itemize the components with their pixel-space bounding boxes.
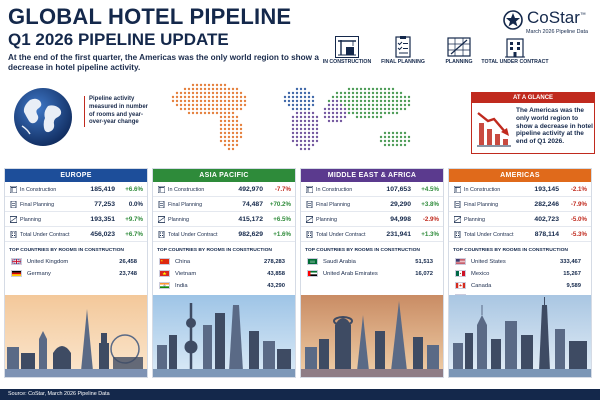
metric-row [449, 212, 591, 227]
metric-value: 402,723 [534, 215, 559, 223]
country-value: 9,589 [566, 282, 581, 289]
activity-note: Pipeline activity measured in number of rooms and year-over-year change [84, 96, 154, 127]
country-name: Germany [27, 270, 51, 277]
metric-value: 456,023 [90, 230, 115, 238]
country-value: 15,267 [563, 270, 581, 277]
blueprint-icon [306, 216, 313, 223]
building-icon [158, 231, 165, 238]
china-flag-icon [159, 258, 170, 265]
country-row [305, 268, 439, 280]
crane-icon [158, 186, 165, 193]
canada-flag-icon [455, 282, 466, 289]
blueprint-icon [454, 216, 461, 223]
top-countries-heading: TOP COUNTRIES BY ROOMS IN CONSTRUCTION [9, 248, 124, 253]
country-value: 43,858 [267, 270, 285, 277]
checklist-icon [391, 36, 415, 58]
region-heading: ASIA PACIFIC [153, 169, 295, 182]
at-a-glance-text: The Americas was the only world region to show a decrease in hotel pipeline activity at the end of Q1 2026. [516, 107, 593, 146]
metric-change: +6.7% [125, 230, 143, 238]
country-name: China [175, 258, 191, 265]
country-row [157, 268, 291, 280]
metric-value: 982,629 [238, 230, 263, 238]
country-value: 43,290 [267, 282, 285, 289]
country-value: 278,283 [264, 258, 285, 265]
metric-change: +1.3% [421, 230, 439, 238]
checklist-icon [306, 201, 313, 208]
country-name: United States [471, 258, 506, 265]
crane-icon [306, 186, 313, 193]
mexico-flag-icon [455, 270, 466, 277]
metric-label: Planning [168, 216, 189, 223]
metric-change: +9.7% [125, 215, 143, 223]
country-row [453, 280, 587, 292]
country-row [9, 256, 143, 268]
country-row [453, 256, 587, 268]
metric-value: 193,351 [90, 215, 115, 223]
building-icon [10, 231, 17, 238]
metric-value: 107,653 [386, 185, 411, 193]
logo-caption: March 2026 Pipeline Data [526, 29, 589, 35]
checklist-icon [10, 201, 17, 208]
building-icon [454, 231, 461, 238]
metric-row [5, 182, 147, 197]
metric-label: Final Planning [20, 201, 55, 208]
metric-change: +6.5% [273, 215, 291, 223]
top-countries-heading: TOP COUNTRIES BY ROOMS IN CONSTRUCTION [453, 248, 568, 253]
region-heading: EUROPE [5, 169, 147, 182]
region-card-asia-pacific [152, 168, 296, 378]
country-value: 23,748 [119, 270, 137, 277]
crane-icon [335, 36, 359, 58]
metric-change: +6.6% [125, 185, 143, 193]
vietnam-flag-icon [159, 270, 170, 277]
metric-label: Total Under Contract [464, 231, 514, 238]
metric-change: +3.8% [421, 200, 439, 208]
at-a-glance-box [471, 92, 595, 154]
metric-value: 282,246 [534, 200, 559, 208]
city-skyline-illustration [301, 295, 443, 377]
country-row [157, 280, 291, 292]
metric-row [301, 212, 443, 227]
metric-label: In Construction [20, 186, 57, 193]
stage-label: FINAL PLANNING [381, 59, 425, 65]
usa-flag-icon [455, 258, 466, 265]
footer-bar [0, 389, 600, 400]
country-row [453, 268, 587, 280]
metric-value: 74,487 [242, 200, 263, 208]
stage-total-under-contract [480, 36, 550, 66]
top-countries-heading: TOP COUNTRIES BY ROOMS IN CONSTRUCTION [157, 248, 272, 253]
metric-row [5, 227, 147, 242]
metric-label: Planning [20, 216, 41, 223]
metric-row [153, 212, 295, 227]
page-title: GLOBAL HOTEL PIPELINE [8, 4, 292, 29]
metric-label: Final Planning [316, 201, 351, 208]
metric-value: 193,145 [534, 185, 559, 193]
world-dot-map [150, 78, 470, 162]
uk-flag-icon [11, 258, 22, 265]
metric-label: Total Under Contract [20, 231, 70, 238]
metric-label: Planning [464, 216, 485, 223]
metric-row [449, 182, 591, 197]
metric-label: In Construction [316, 186, 353, 193]
country-value: 26,458 [119, 258, 137, 265]
city-skyline-illustration [153, 295, 295, 377]
country-row [9, 268, 143, 280]
city-skyline-illustration [449, 295, 591, 377]
metric-change: -2.1% [570, 185, 587, 193]
intro-text: At the end of the first quarter, the Americas was the only world region to show a decrease in hotel pipeline activity. [8, 53, 319, 73]
pipeline-stage-legend [312, 36, 600, 82]
metric-change: +70.2% [269, 200, 291, 208]
country-value: 51,513 [415, 258, 433, 265]
top-countries-heading: TOP COUNTRIES BY ROOMS IN CONSTRUCTION [305, 248, 420, 253]
saudi-arabia-flag-icon [307, 258, 318, 265]
country-name: India [175, 282, 188, 289]
costar-star-icon [503, 10, 523, 30]
metric-row [301, 227, 443, 242]
stage-label: PLANNING [445, 59, 473, 65]
globe-icon [12, 86, 74, 148]
country-row [157, 256, 291, 268]
source-note: Source: CoStar, March 2026 Pipeline Data [8, 391, 110, 397]
checklist-icon [454, 201, 461, 208]
country-name: Saudi Arabia [323, 258, 356, 265]
country-name: United Arab Emirates [323, 270, 378, 277]
metric-change: -7.9% [570, 200, 587, 208]
metric-value: 94,998 [390, 215, 411, 223]
country-row [305, 256, 439, 268]
country-name: Vietnam [175, 270, 197, 277]
metric-label: Total Under Contract [316, 231, 366, 238]
india-flag-icon [159, 282, 170, 289]
country-value: 16,072 [415, 270, 433, 277]
costar-logo [503, 8, 595, 38]
declining-chart-icon [476, 109, 512, 149]
country-name: Mexico [471, 270, 490, 277]
metric-value: 878,114 [534, 230, 559, 238]
page-subtitle: Q1 2026 PIPELINE UPDATE [8, 30, 229, 49]
region-card-europe [4, 168, 148, 378]
metric-value: 492,970 [238, 185, 263, 193]
metric-row [449, 227, 591, 242]
metric-value: 231,941 [386, 230, 411, 238]
metric-change: +4.5% [421, 185, 439, 193]
metric-row [153, 227, 295, 242]
crane-icon [10, 186, 17, 193]
metric-change: -5.3% [570, 230, 587, 238]
metric-row [153, 182, 295, 197]
region-heading: MIDDLE EAST & AFRICA [301, 169, 443, 182]
building-icon [306, 231, 313, 238]
checklist-icon [158, 201, 165, 208]
region-card-americas [448, 168, 592, 378]
metric-value: 29,290 [390, 200, 411, 208]
metric-value: 185,419 [90, 185, 115, 193]
metric-row [301, 197, 443, 212]
stage-label: TOTAL UNDER CONTRACT [481, 59, 549, 65]
at-a-glance-heading: AT A GLANCE [472, 93, 594, 103]
metric-change: -7.7% [274, 185, 291, 193]
metric-value: 415,172 [238, 215, 263, 223]
metric-change: +1.6% [273, 230, 291, 238]
metric-change: -5.0% [570, 215, 587, 223]
blueprint-icon [447, 36, 471, 58]
metric-row [5, 197, 147, 212]
blueprint-icon [158, 216, 165, 223]
metric-value: 77,253 [94, 200, 115, 208]
country-name: United Kingdom [27, 258, 69, 265]
region-card-middle-east-africa [300, 168, 444, 378]
germany-flag-icon [11, 270, 22, 277]
city-skyline-illustration [5, 295, 147, 377]
crane-icon [454, 186, 461, 193]
metric-row [153, 197, 295, 212]
metric-row [301, 182, 443, 197]
country-name: Canada [471, 282, 492, 289]
metric-label: Final Planning [168, 201, 203, 208]
building-icon [503, 36, 527, 58]
metric-label: In Construction [464, 186, 501, 193]
uae-flag-icon [307, 270, 318, 277]
metric-change: 0.0% [128, 200, 143, 208]
region-heading: AMERICAS [449, 169, 591, 182]
metric-row [449, 197, 591, 212]
blueprint-icon [10, 216, 17, 223]
country-value: 333,467 [560, 258, 581, 265]
metric-row [5, 212, 147, 227]
logo-wordmark: CoStar™ [527, 8, 586, 27]
metric-label: Final Planning [464, 201, 499, 208]
metric-change: -2.9% [422, 215, 439, 223]
metric-label: Planning [316, 216, 337, 223]
metric-label: Total Under Contract [168, 231, 218, 238]
stage-label: IN CONSTRUCTION [322, 59, 372, 65]
metric-label: In Construction [168, 186, 205, 193]
